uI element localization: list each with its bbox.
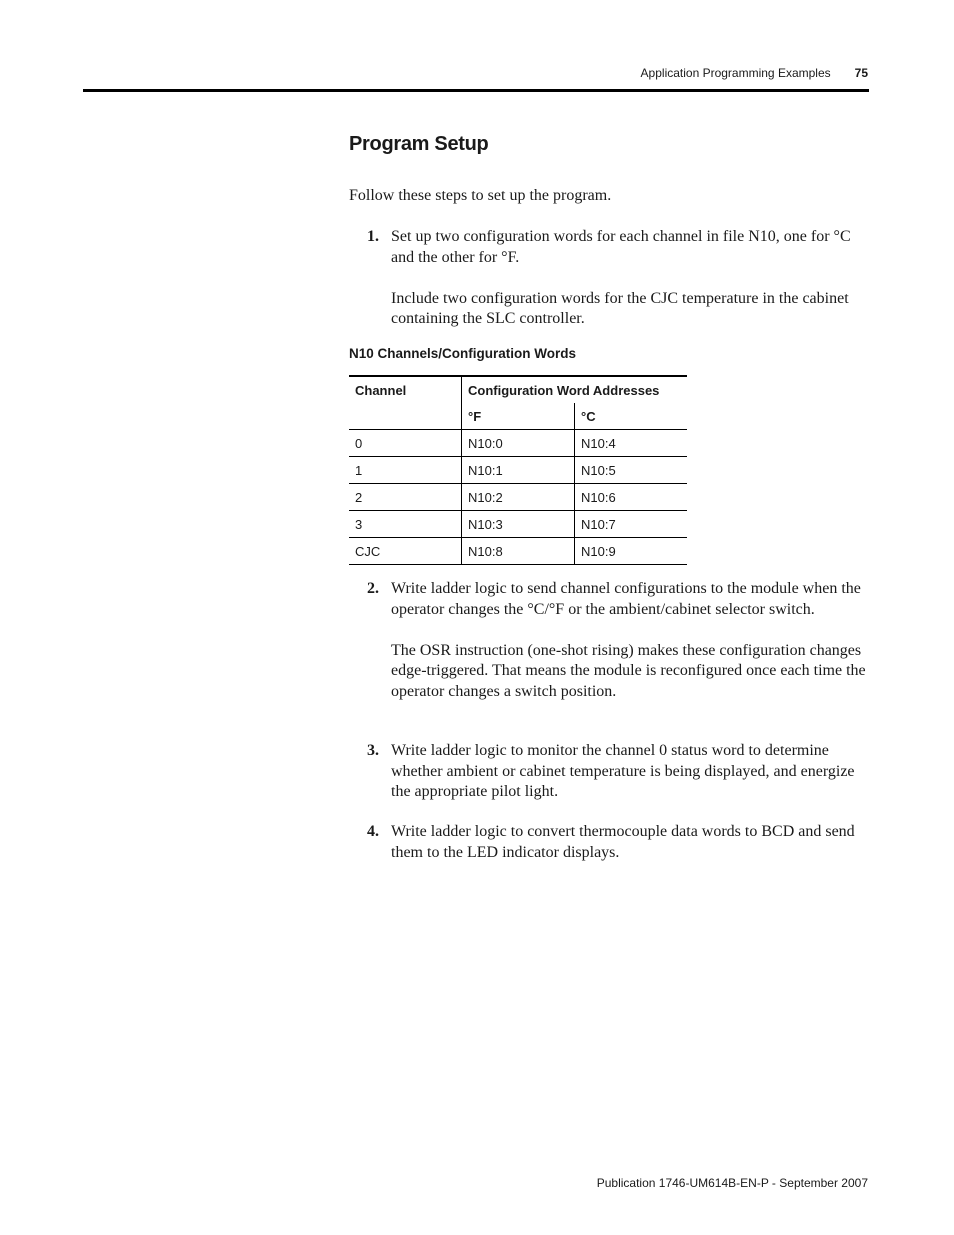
running-header: [641, 66, 868, 80]
table-row: [349, 538, 687, 565]
step-2: [349, 579, 869, 702]
cell-channel: 3: [349, 511, 462, 538]
cell-fahrenheit-address: N10:8: [462, 538, 575, 565]
header-channel: Channel: [349, 376, 462, 403]
table-row: [349, 457, 687, 484]
table-header-row: [349, 376, 687, 403]
table-subheader-row: [349, 403, 687, 430]
table-caption: N10 Channels/Configuration Words: [349, 346, 577, 361]
step-paragraph: Write ladder logic to monitor the channel 0 status word to determine whether ambient or cabinet temperature is being displayed, and energize the appropriate pilot light.: [391, 742, 855, 800]
page-number: 75: [854, 66, 868, 80]
cell-fahrenheit-address: N10:0: [462, 430, 575, 457]
cell-celsius-address: N10:9: [575, 538, 688, 565]
header-celsius: °C: [575, 403, 688, 430]
cell-celsius-address: N10:4: [575, 430, 688, 457]
n10-config-table: [349, 375, 687, 565]
cell-channel: 2: [349, 484, 462, 511]
table-row: [349, 484, 687, 511]
cell-channel: CJC: [349, 538, 462, 565]
step-paragraph: Write ladder logic to convert thermocouple data words to BCD and send them to the LED indicator displays.: [391, 823, 855, 861]
step-paragraph: Set up two configuration words for each channel in file N10, one for °C and the other for °F.: [391, 228, 851, 266]
header-config-addresses: Configuration Word Addresses: [462, 376, 688, 403]
table-row: [349, 430, 687, 457]
step-paragraph: The OSR instruction (one-shot rising) makes these configuration changes edge-triggered. That means the module is reconfigured once each time the operator changes a switch position.: [391, 641, 866, 700]
step-3: [349, 741, 869, 803]
cell-fahrenheit-address: N10:1: [462, 457, 575, 484]
cell-fahrenheit-address: N10:3: [462, 511, 575, 538]
header-empty: [349, 403, 462, 430]
table-row: [349, 511, 687, 538]
cell-celsius-address: N10:5: [575, 457, 688, 484]
cell-celsius-address: N10:6: [575, 484, 688, 511]
intro-paragraph: Follow these steps to set up the program.: [349, 187, 612, 204]
header-rule: [83, 89, 869, 92]
publication-footer: Publication 1746-UM614B-EN-P - September 2007: [596, 1176, 868, 1190]
step-number: 4.: [367, 823, 379, 840]
cell-fahrenheit-address: N10:2: [462, 484, 575, 511]
step-paragraph: Include two configuration words for the CJC temperature in the cabinet containing the SLC controller.: [391, 289, 849, 327]
step-1: [349, 227, 869, 330]
step-number: 2.: [367, 580, 379, 597]
cell-celsius-address: N10:7: [575, 511, 688, 538]
section-title: Program Setup: [349, 133, 489, 155]
header-fahrenheit: °F: [462, 403, 575, 430]
cell-channel: 0: [349, 430, 462, 457]
header-section-title: Application Programming Examples: [640, 66, 831, 80]
cell-channel: 1: [349, 457, 462, 484]
step-paragraph: Write ladder logic to send channel configurations to the module when the operator changes the °C/°F or the ambient/cabinet selector switch.: [391, 580, 861, 618]
step-number: 3.: [367, 742, 379, 759]
step-number: 1.: [367, 228, 379, 245]
step-4: [349, 822, 869, 863]
